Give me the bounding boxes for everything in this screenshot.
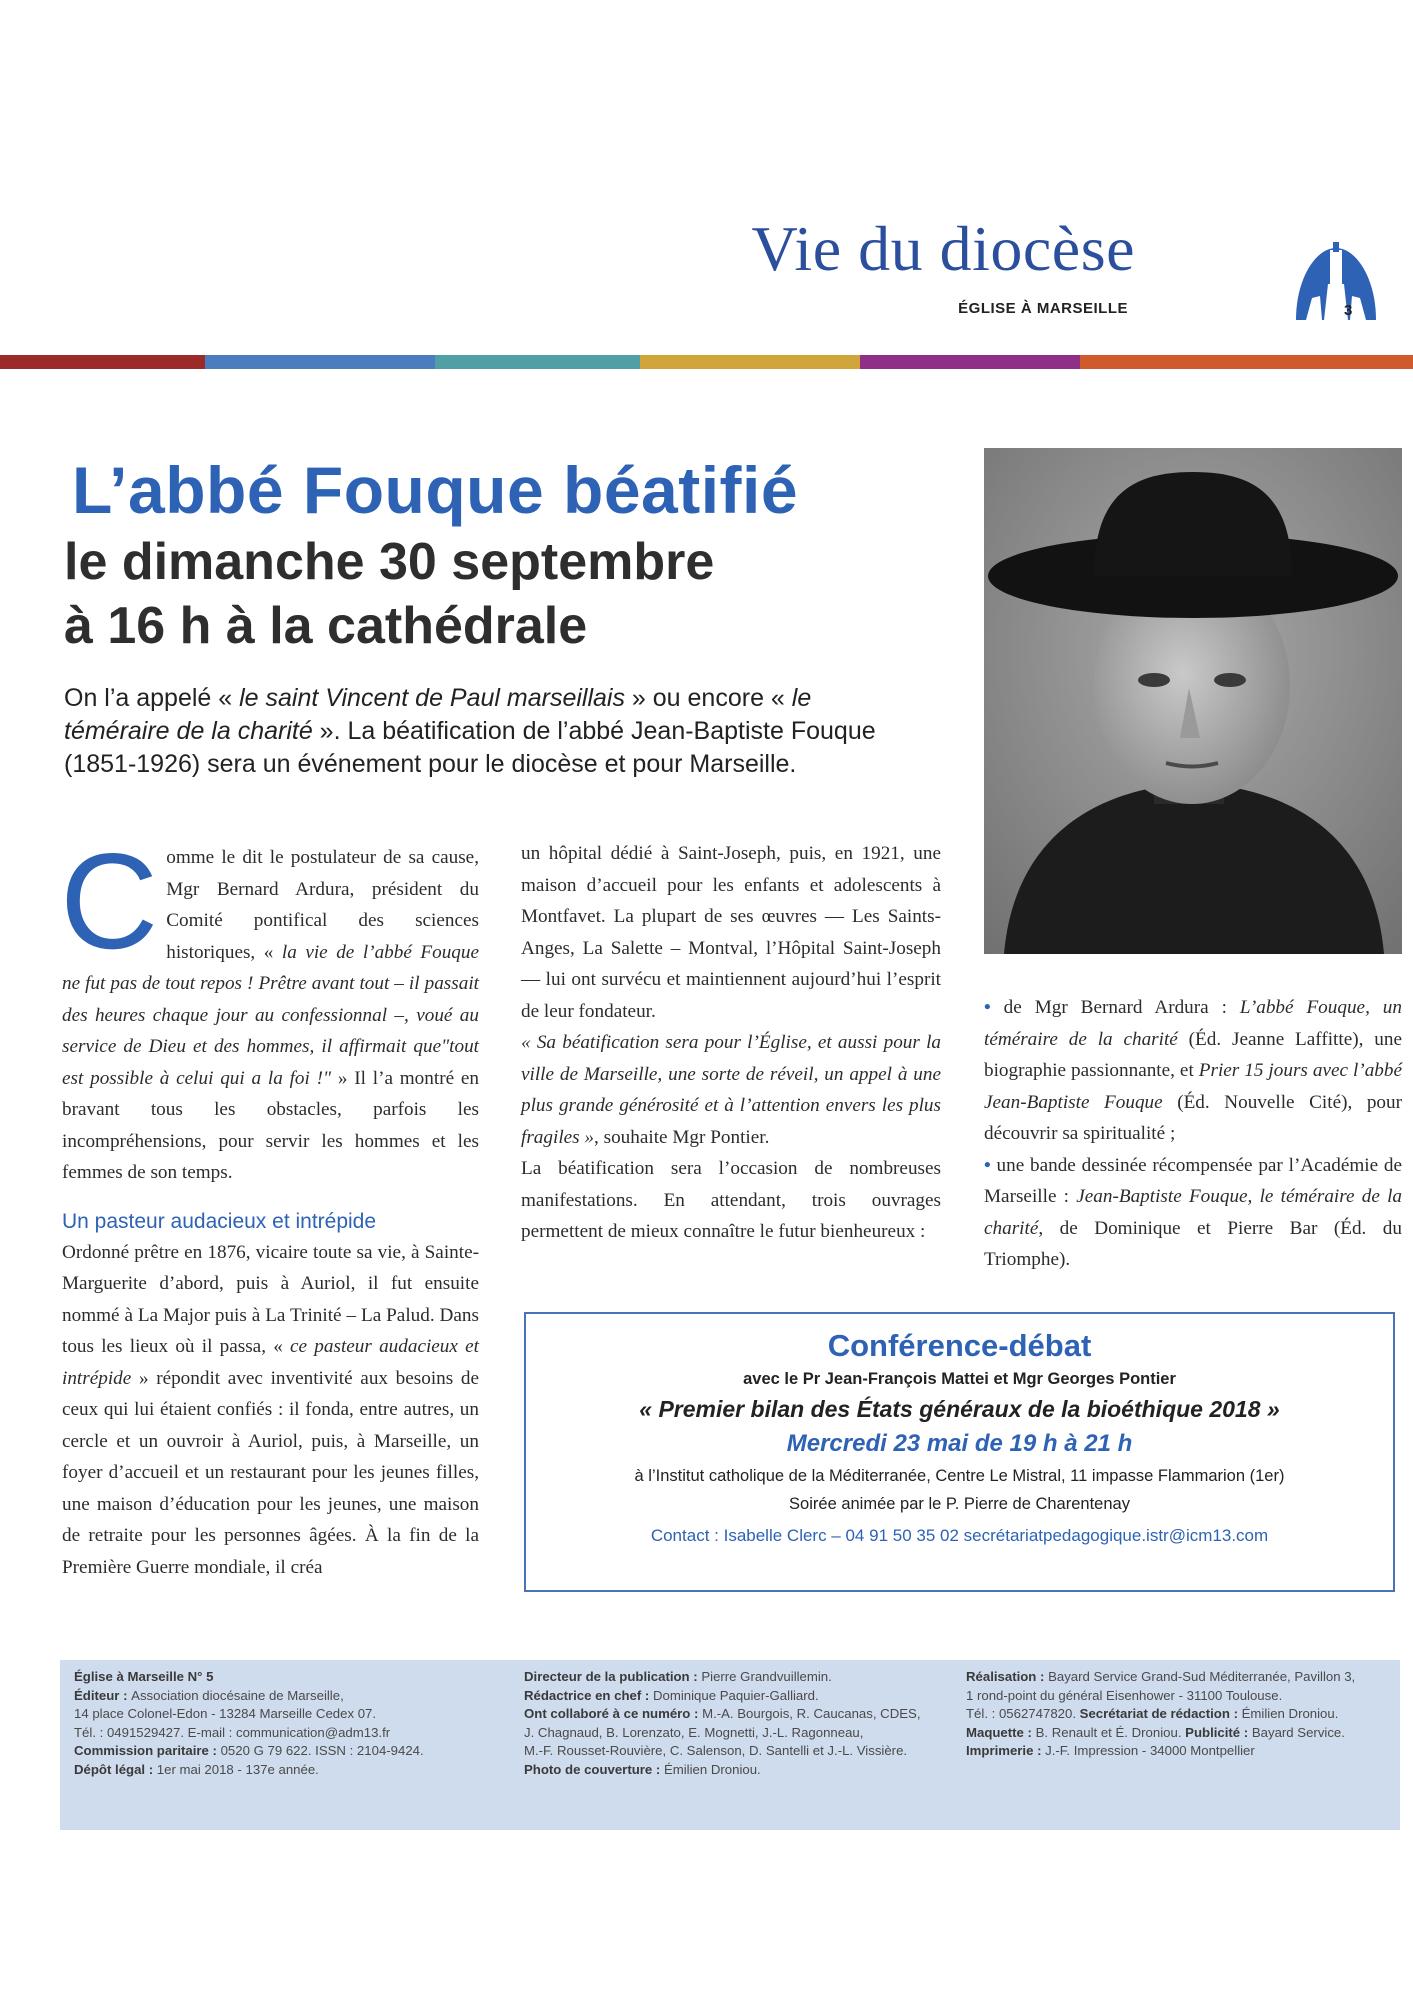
conference-title: Conférence-débat <box>827 1328 1092 1363</box>
paragraph <box>521 1027 941 1153</box>
list-text: (Éd. Nouvelle Cité), pour découvrir sa spiritualité ; <box>984 1091 1402 1144</box>
portrait-photo <box>984 448 1402 954</box>
colophon-column-3 <box>966 1668 1355 1761</box>
colophon-line <box>74 1705 424 1724</box>
paragraph-text: » répondit avec inventivité aux besoins de ceux qui lui étaient confiés : il fonda, entre autres, un cercle et un ouvroir à Auriol, puis, à Marseille, un foyer d’accueil et un restaurant pour les jeunes filles, une maison d’éducation pour les jeunes, une maison de retraite pour les personnes âgées. À la fin de la Première Guerre mondiale, il créa <box>62 1367 479 1578</box>
colophon-text: Tél. : 0562747820. <box>966 1706 1080 1721</box>
colophon-line <box>524 1724 920 1743</box>
colophon-line <box>966 1705 1355 1724</box>
section-title: Vie du diocèse <box>751 213 1135 284</box>
colophon-label: Dépôt légal : <box>74 1761 157 1777</box>
colophon-label: Éditeur : <box>74 1687 132 1703</box>
colophon-line <box>524 1761 920 1780</box>
list-item <box>984 992 1402 1150</box>
colophon-text: 0520 G 79 622. ISSN : 2104-9424. <box>220 1743 424 1758</box>
colophon-column-1 <box>74 1668 424 1779</box>
quote-text: « Sa béatification sera pour l’Église, et aussi pour la ville de Marseille, une sorte de réveil, un appel à une plus grande générosité et à l’attention envers les plus fragiles » <box>521 1032 941 1148</box>
colophon-column-2 <box>524 1668 920 1779</box>
book-title: L’abbé Fouque, un téméraire de la charité <box>984 997 1402 1050</box>
page-number: 3 <box>1344 302 1353 319</box>
colophon-label: Maquette : <box>966 1724 1036 1740</box>
conference-topic: « Premier bilan des États généraux de la bioéthique 2018 » <box>639 1396 1280 1422</box>
paragraph <box>62 1237 479 1584</box>
colophon-label: Réalisation : <box>966 1669 1049 1684</box>
subtitle-line-2: à 16 h à la cathédrale <box>64 597 588 655</box>
dropcap: C <box>60 825 159 977</box>
colophon-text: Pierre Grandvuillemin. <box>701 1669 832 1684</box>
colophon-label: Directeur de la publication : <box>524 1669 702 1684</box>
article-column-2 <box>521 838 941 1248</box>
colophon-text: Émilien Droniou. <box>1241 1706 1339 1721</box>
lead-text: ». La béatification de l’abbé Jean-Baptiste Fouque (1851-1926) sera un événement pour le diocèse et pour Marseille. <box>64 717 876 778</box>
conference-place: à l’Institut catholique de la Méditerranée, Centre Le Mistral, 11 impasse Flammarion (1er) <box>634 1467 1285 1485</box>
list-text: , de Dominique et Pierre Bar (Éd. du Triomphe). <box>984 1217 1402 1270</box>
colophon-line <box>966 1724 1355 1743</box>
colophon-line <box>74 1761 424 1780</box>
colophon-line <box>524 1742 920 1761</box>
colophon-label: Secrétariat de rédaction : <box>1079 1706 1242 1721</box>
list-text: une bande dessinée récompensée par l’Académie de Marseille : <box>984 1154 1402 1207</box>
lead-paragraph <box>64 682 894 781</box>
lead-text: » ou encore « <box>624 684 792 712</box>
conference-date: Mercredi 23 mai de 19 h à 21 h <box>786 1430 1133 1457</box>
paragraph: La béatification sera l’occasion de nombreuses manifestations. En attendant, trois ouvrages permettent de mieux connaître le futur bienheureux : <box>521 1158 941 1242</box>
article-column-3 <box>984 992 1402 1276</box>
paragraph-text: omme le dit le postulateur de sa cause, Mgr Bernard Ardura, président du Comité pontifical des sciences historiques, « <box>166 847 479 963</box>
color-stripe <box>0 355 1413 369</box>
colophon-line <box>524 1705 920 1724</box>
subtitle-line-1: le dimanche 30 septembre <box>64 533 715 591</box>
colophon-text: 1er mai 2018 - 137e année. <box>156 1761 319 1777</box>
colophon <box>60 1660 1400 1830</box>
colophon-text: J.-F. Impression - 34000 Montpellier <box>1045 1743 1255 1758</box>
colophon-line <box>74 1687 424 1706</box>
colophon-line <box>524 1668 920 1687</box>
subheading: Un pasteur audacieux et intrépide <box>62 1209 377 1233</box>
colophon-text: 14 place Colonel-Edon - 13284 Marseille Cedex 07. <box>74 1706 377 1721</box>
conference-box <box>524 1312 1395 1592</box>
list-item <box>984 1150 1402 1276</box>
quote-text: ce pasteur audacieux et intrépide <box>62 1336 479 1389</box>
paragraph: un hôpital dédié à Saint-Joseph, puis, en 1921, une maison d’accueil pour les enfants et adolescents à Montfavet. La plupart de ses œuvres — Les Saints-Anges, La Salette – Montval, l’Hôpital Saint-Joseph — lui ont survécu et maintiennent aujourd’hui l’esprit de leur fondateur. <box>521 843 941 1022</box>
colophon-text: Émilien Droniou. <box>663 1761 761 1777</box>
colophon-label: Commission paritaire : <box>74 1743 221 1758</box>
colophon-line <box>74 1724 424 1743</box>
colophon-label: Église à Marseille N° 5 <box>74 1669 214 1684</box>
colophon-text: Association diocésaine de Marseille, <box>131 1687 344 1703</box>
conference-contact <box>526 1526 1393 1546</box>
colophon-text: Tél. : 0491529427. E-mail : communication@adm13.fr <box>74 1724 391 1740</box>
headline-title: L’abbé Fouque béatifié <box>72 453 799 527</box>
contact-info[interactable]: Isabelle Clerc – 04 91 50 35 02 secrétariatpedagogique.istr@icm13.com <box>723 1526 1269 1545</box>
book-title: Prier 15 jours avec l’abbé Jean-Baptiste Fouque <box>984 1060 1402 1113</box>
colophon-line <box>74 1668 424 1687</box>
colophon-text: Bayard Service Grand-Sud Méditerranée, Pavillon 3, <box>1048 1669 1356 1684</box>
colophon-text: B. Renault et É. Droniou. <box>1035 1724 1186 1740</box>
intro-paragraph <box>60 825 479 1189</box>
lead-quote: le téméraire de la charité <box>64 684 812 745</box>
colophon-text: M.-A. Bourgois, R. Caucanas, CDES, <box>702 1706 921 1721</box>
colophon-text: Bayard Service. <box>1251 1724 1345 1740</box>
colophon-label: Imprimerie : <box>966 1743 1046 1758</box>
colophon-text: M.-F. Rousset-Rouvière, C. Salenson, D. Santelli et J.-L. Vissière. <box>524 1743 908 1758</box>
headline-subtitle <box>64 530 714 658</box>
lead-quote: le saint Vincent de Paul marseillais <box>239 684 625 712</box>
colophon-text: J. Chagnaud, B. Lorenzato, E. Mognetti, J.-L. Ragonneau, <box>524 1724 864 1740</box>
colophon-label: Publicité : <box>1185 1724 1252 1740</box>
quote-text: la vie de l’abbé Fouque ne fut pas de tout repos ! Prêtre avant tout – il passait des heures chaque jour au confessionnal –, voué au service de Dieu et des hommes, il affirmait que"tout est possible à celui qui a la foi !" <box>62 941 479 1089</box>
conference-guests: avec le Pr Jean-François Mattei et Mgr Georges Pontier <box>743 1370 1176 1388</box>
colophon-label: Rédactrice en chef : <box>524 1687 653 1703</box>
colophon-label: Photo de couverture : <box>524 1761 664 1777</box>
colophon-label: Ont collaboré à ce numéro : <box>524 1706 703 1721</box>
colophon-line <box>966 1668 1355 1687</box>
colophon-line <box>524 1687 920 1706</box>
paragraph-text: » Il l’a montré en bravant tous les obstacles, parfois les incompréhensions, pour servir les hommes et les femmes de son temps. <box>62 1067 479 1183</box>
conference-host: Soirée animée par le P. Pierre de Charentenay <box>789 1495 1130 1513</box>
colophon-line <box>74 1742 424 1761</box>
article-column-1 <box>60 825 479 1583</box>
colophon-line <box>966 1687 1355 1706</box>
contact-label: Contact : <box>650 1526 724 1545</box>
colophon-line <box>966 1742 1355 1761</box>
bullet-icon: • <box>984 997 991 1018</box>
publication-name: ÉGLISE À MARSEILLE <box>958 300 1128 317</box>
bullet-icon: • <box>984 1154 991 1176</box>
list-text: de Mgr Bernard Ardura : <box>990 997 1240 1018</box>
paragraph-text: , souhaite Mgr Pontier. <box>594 1126 770 1148</box>
book-title: Jean-Baptiste Fouque, le téméraire de la charité <box>984 1186 1402 1239</box>
diocese-logo <box>1290 240 1382 330</box>
colophon-text: 1 rond-point du général Eisenhower - 31100 Toulouse. <box>966 1687 1283 1703</box>
list-text: (Éd. Jeanne Laffitte), une biographie passionnante, et <box>984 1028 1402 1081</box>
lead-text: On l’a appelé « <box>64 684 240 712</box>
paragraph-text: Ordonné prêtre en 1876, vicaire toute sa vie, à Sainte-Marguerite d’abord, puis à Auriol, il fut ensuite nommé à La Major puis à La Trinité – La Palud. Dans tous les lieux où il passa, « <box>62 1241 479 1357</box>
colophon-text: Dominique Paquier-Galliard. <box>653 1687 819 1703</box>
